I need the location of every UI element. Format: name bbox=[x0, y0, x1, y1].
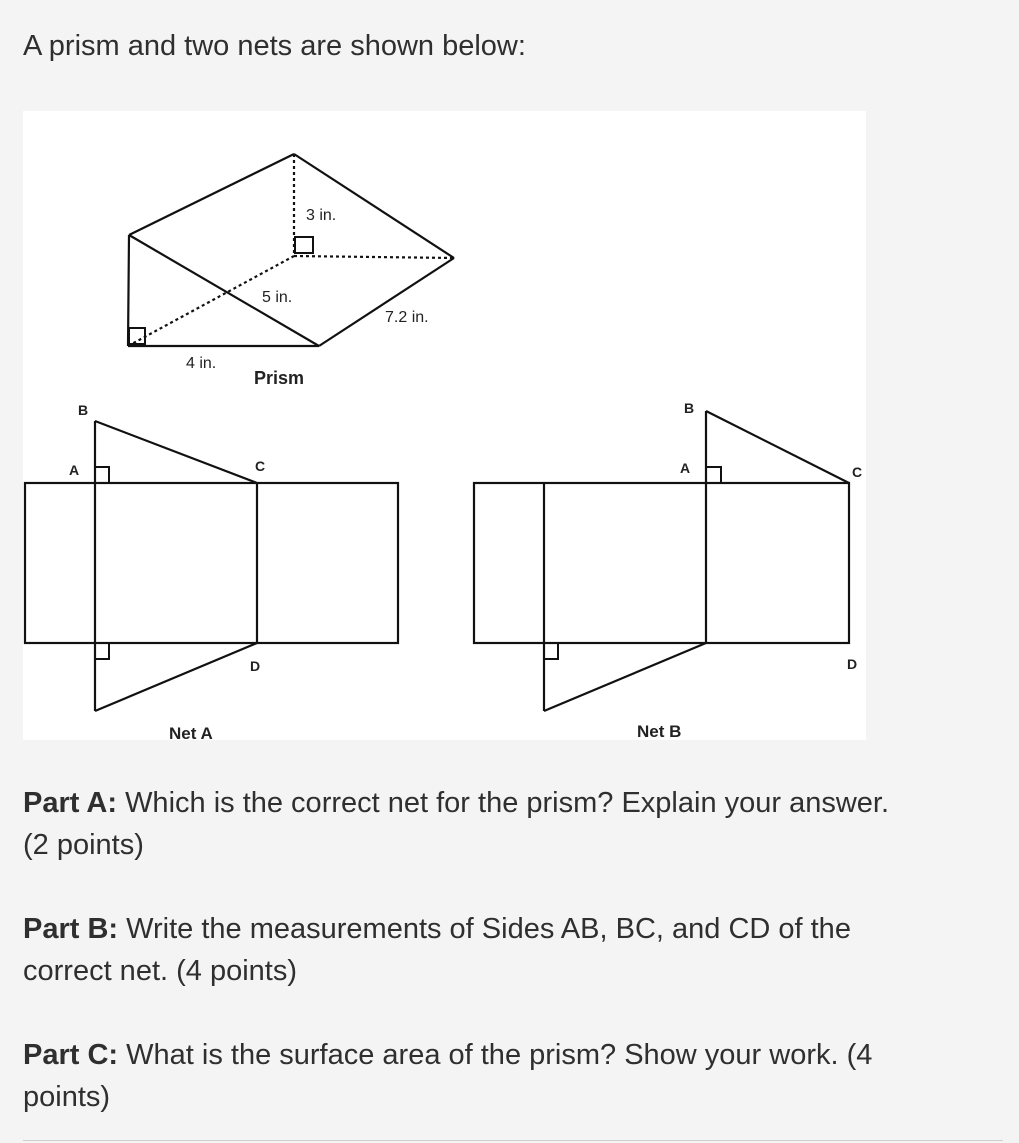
net-b-label-b: B bbox=[684, 400, 695, 416]
net-b-label-c: C bbox=[852, 464, 863, 480]
intro-text: A prism and two nets are shown below: bbox=[23, 30, 526, 62]
divider bbox=[23, 1140, 1003, 1141]
net-a-label-c: C bbox=[255, 458, 266, 474]
part-c bbox=[23, 1034, 998, 1118]
prism-dim-hyp: 5 in. bbox=[262, 289, 293, 306]
part-b-points: correct net. (4 points) bbox=[23, 955, 297, 987]
net-a-caption: Net A bbox=[169, 724, 213, 740]
net-b-label-a: A bbox=[680, 460, 691, 476]
figure-drawing bbox=[23, 111, 866, 740]
part-c-points: points) bbox=[23, 1081, 111, 1113]
net-a-label-a: A bbox=[69, 462, 80, 478]
prism-dim-base: 4 in. bbox=[186, 355, 217, 372]
prism-caption: Prism bbox=[254, 368, 305, 388]
part-a-points: (2 points) bbox=[23, 829, 144, 861]
part-b bbox=[23, 908, 998, 992]
net-b-caption: Net B bbox=[637, 722, 682, 740]
part-c-question: What is the surface area of the prism? Show your work. (4 bbox=[126, 1039, 873, 1071]
prism-nets-figure bbox=[23, 111, 866, 740]
part-b-question: Write the measurements of Sides AB, BC, and CD of the bbox=[126, 913, 851, 945]
part-a-question: Which is the correct net for the prism? Explain your answer. bbox=[125, 787, 890, 819]
part-c-label: Part C: bbox=[23, 1039, 119, 1071]
net-a-label-b: B bbox=[78, 402, 89, 418]
part-a-label: Part A: bbox=[23, 787, 117, 819]
prism-dim-height: 3 in. bbox=[306, 207, 337, 224]
net-b-label-d: D bbox=[847, 656, 858, 672]
net-a-label-d: D bbox=[250, 658, 261, 674]
prism-dim-length: 7.2 in. bbox=[385, 309, 429, 326]
part-b-label: Part B: bbox=[23, 913, 119, 945]
part-a bbox=[23, 782, 998, 866]
net-a-drawing bbox=[25, 421, 398, 711]
net-b-drawing bbox=[474, 411, 849, 711]
